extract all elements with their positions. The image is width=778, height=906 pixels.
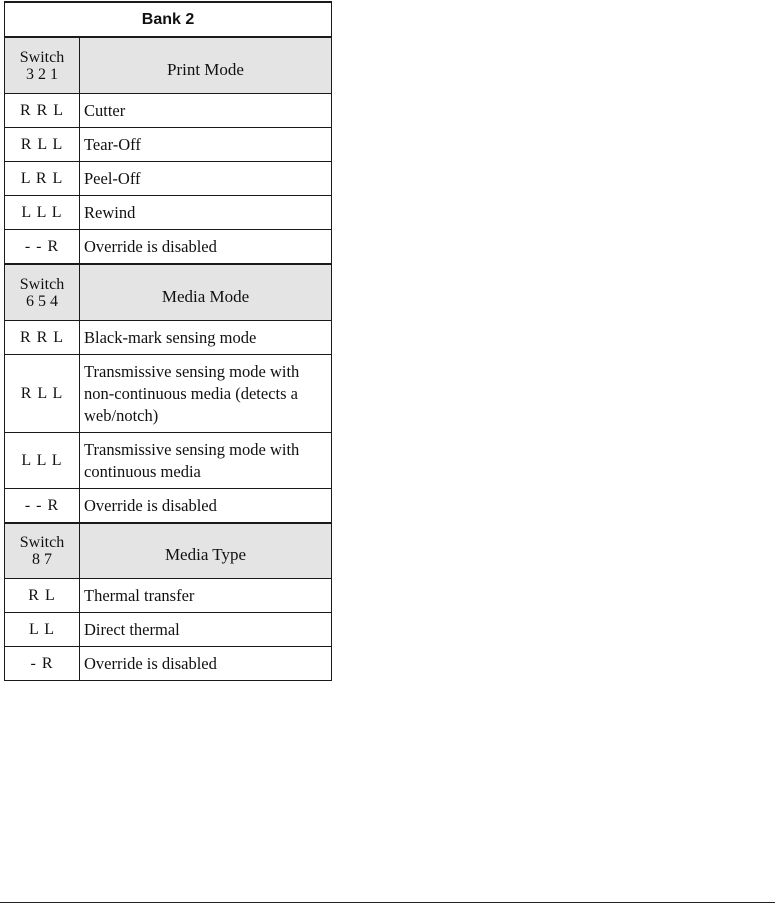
switch-setting: R L L — [5, 355, 80, 433]
switch-header-numbers: 8 7 — [32, 551, 52, 568]
setting-description: Transmissive sensing mode with continuous media — [80, 433, 332, 489]
setting-description: Peel-Off — [80, 162, 332, 196]
switch-setting: - R — [5, 647, 80, 681]
bank2-table-container — [4, 1, 331, 681]
table-row — [5, 647, 332, 681]
table-row — [5, 321, 332, 355]
table-row — [5, 94, 332, 128]
switch-setting: R L — [5, 579, 80, 613]
switch-header-label: Switch — [19, 534, 65, 551]
table-row — [5, 128, 332, 162]
setting-description: Override is disabled — [80, 489, 332, 524]
switch-setting: L R L — [5, 162, 80, 196]
table-row — [5, 355, 332, 433]
switch-setting: L L L — [5, 196, 80, 230]
switch-setting: - - R — [5, 489, 80, 524]
switch-setting: R R L — [5, 321, 80, 355]
page-bottom-rule — [0, 902, 775, 903]
switch-setting: - - R — [5, 230, 80, 265]
table-row — [5, 230, 332, 265]
setting-description: Rewind — [80, 196, 332, 230]
setting-description: Override is disabled — [80, 230, 332, 265]
section-header-media-type — [5, 523, 332, 579]
table-row — [5, 489, 332, 524]
mode-header: Media Type — [80, 523, 332, 579]
switch-header-label: Switch — [19, 275, 65, 293]
setting-description: Cutter — [80, 94, 332, 128]
switch-setting: L L L — [5, 433, 80, 489]
switch-header-numbers: 6 5 4 — [26, 292, 58, 310]
switch-header-cell — [5, 37, 80, 94]
setting-description: Transmissive sensing mode with non-continuous media (detects a web/notch) — [80, 355, 332, 433]
section-header-media-mode — [5, 264, 332, 321]
mode-header: Print Mode — [80, 37, 332, 94]
setting-description: Direct thermal — [80, 613, 332, 647]
table-row — [5, 196, 332, 230]
switch-header-cell — [5, 264, 80, 321]
table-row — [5, 579, 332, 613]
switch-setting: R L L — [5, 128, 80, 162]
setting-description: Override is disabled — [80, 647, 332, 681]
switch-header-cell — [5, 523, 80, 579]
setting-description: Thermal transfer — [80, 579, 332, 613]
bank2-table — [4, 1, 332, 681]
table-title-row — [5, 2, 332, 37]
table-title: Bank 2 — [5, 2, 332, 37]
table-row — [5, 162, 332, 196]
switch-setting: L L — [5, 613, 80, 647]
setting-description: Tear-Off — [80, 128, 332, 162]
switch-setting: R R L — [5, 94, 80, 128]
table-row — [5, 433, 332, 489]
section-header-print-mode — [5, 37, 332, 94]
switch-header-numbers: 3 2 1 — [26, 65, 58, 83]
setting-description: Black-mark sensing mode — [80, 321, 332, 355]
switch-header-label: Switch — [19, 48, 65, 66]
table-row — [5, 613, 332, 647]
mode-header: Media Mode — [80, 264, 332, 321]
